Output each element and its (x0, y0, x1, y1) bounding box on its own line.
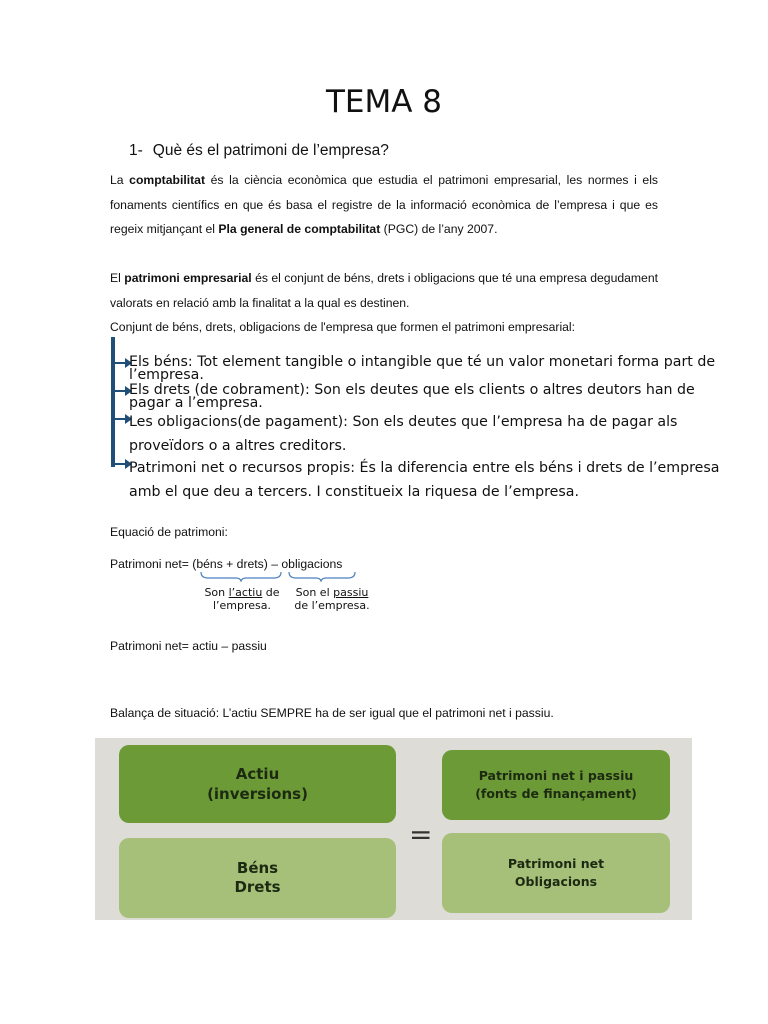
question-heading (129, 142, 389, 160)
list-item-bens: Els béns: Tot element tangible o intangible que té un valor monetari forma part de l’empresa. (129, 354, 716, 383)
p1-text-c: és la ciència econòmica que estudia el patrimoni empresarial, les normes i els fonaments científics en que és basa el registre de la informació econòmica de l’empresa i que es regeix mitjançant el (110, 173, 658, 236)
equation: Patrimoni net= (béns + drets) – obligacions (110, 557, 343, 571)
equation-label: Equació de patrimoni: (110, 525, 228, 539)
p2-text-c: és el conjunt de béns, drets i obligacions que té una empresa degudament valorats en relació amb la finalitat a la qual es destinen. (110, 271, 658, 310)
list-intro: Conjunt de béns, drets, obligacions de l'empresa que formen el patrimoni empresarial: (110, 320, 576, 334)
list-item-patrimoni-net: Patrimoni net o recursos propis: És la diferencia entre els béns i drets de l’empresa amb el que deu a tercers. I constitueix la riquesa de l’empresa. (129, 460, 720, 500)
box-bens-drets: Béns Drets (119, 838, 396, 918)
brace-icons (198, 568, 363, 582)
box-patrimoni-obligacions: Patrimoni net Obligacions (442, 833, 670, 913)
note-passiu-a: Son el (295, 586, 334, 599)
question-text: Què és el patrimoni de l’empresa? (152, 142, 389, 159)
list-item-drets: Els drets (de cobrament): Son els deutes que els clients o altres deutors han de pagar a l’empresa. (129, 382, 695, 411)
p2-text-a: El (110, 271, 125, 285)
question-number: 1- (129, 142, 143, 159)
note-actiu (198, 586, 286, 612)
note-actiu-c: l’empresa. (212, 599, 272, 612)
paragraph-comptabilitat (110, 168, 658, 242)
p1-text-a: La (110, 173, 130, 187)
box-actiu: Actiu (inversions) (119, 745, 396, 823)
page-title: TEMA 8 (325, 84, 443, 120)
equals-sign: = (409, 818, 433, 851)
term-patrimoni-empresarial: patrimoni empresarial (124, 271, 252, 285)
term-comptabilitat: comptabilitat (129, 173, 206, 187)
p1-text-e: (PGC) de l’any 2007. (380, 222, 498, 236)
list-item-obligacions: Les obligacions(de pagament): Son els deutes que l’empresa ha de pagar als proveïdors o a altres creditors. (129, 414, 678, 454)
note-passiu-underlined: passiu (333, 586, 369, 599)
note-actiu-underlined: l’actiu (228, 586, 263, 599)
box-patrimoni-passiu: Patrimoni net i passiu (fonts de finançament) (442, 750, 670, 820)
term-pgc: Pla general de comptabilitat (218, 222, 381, 236)
equation-2: Patrimoni net= actiu – passiu (110, 639, 267, 653)
note-passiu (288, 586, 376, 612)
note-passiu-c: de l’empresa. (294, 599, 370, 612)
note-actiu-b: de (262, 586, 280, 599)
note-actiu-a: Son (204, 586, 229, 599)
balance-caption: Balança de situació: L’actiu SEMPRE ha de ser igual que el patrimoni net i passiu. (110, 706, 554, 720)
paragraph-patrimoni (110, 266, 658, 315)
balance-figure (95, 738, 692, 920)
